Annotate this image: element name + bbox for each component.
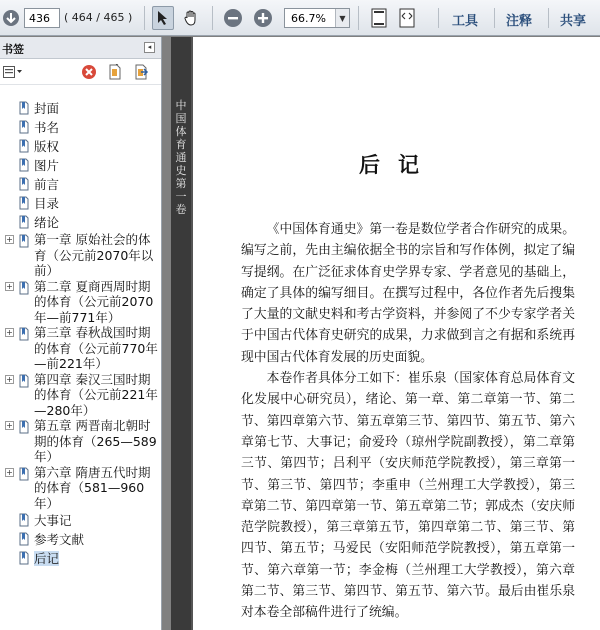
toolbar-divider [494,8,495,28]
bookmark-label: 第一章 原始社会的体育（公元前2070年以前） [34,232,154,278]
bookmark-icon [19,281,29,295]
options-menu-icon[interactable] [2,63,24,81]
collapse-panel-button[interactable]: ◂ [144,42,155,53]
bookmark-icon [19,532,29,546]
bookmark-item[interactable] [0,175,161,194]
bookmark-icon [19,551,29,565]
bookmark-item[interactable] [0,99,161,118]
expand-icon[interactable]: + [6,421,13,430]
toolbar-divider [212,6,213,30]
toolbar-divider [144,6,145,30]
hand-tool-icon[interactable] [180,6,202,30]
bookmark-label: 绪论 [34,215,60,230]
paragraph: 本卷作者具体分工如下：崔乐泉（国家体育总局体育文化发展中心研究员），绪论、第一章、第二章第一节、第二节、第四章第六节、第五章第三节、第四节、第五节、第六章第七节、大事记；俞爱玲（琼州学院副教授），第二章第三节、第四节；吕利平（安庆师范学院教授），第三章第一节、第三节、第四节；李重申（兰州理工大学教授），第三章第二节、第四章第一节、第五章第二节；郭成杰（安庆师范学院教授），第三章第五节，第四章第二节、第三节、第四节、第五节；马爱民（安阳师范学院教授），第五章第一节、第六章第一节；李金梅（兰州理工大学教授），第六章第二节、第三节、第四节、第五节、第六节。最后由崔乐泉对本卷全部稿件进行了统编。 [241,371,575,621]
expand-icon[interactable]: + [6,467,13,477]
fit-width-icon[interactable] [396,6,418,30]
bookmark-label: 第四章 秦汉三国时期的体育（公元前221年—280年） [34,371,158,418]
bookmark-icon [19,467,29,481]
bookmark-item[interactable] [0,418,161,465]
bookmark-label: 目录 [34,196,60,211]
paragraph: 《中国体育通史》第一卷是数位学者合作研究的成果。编写之前，先由主编依据全书的宗旨和写作体例，拟定了编写提纲。在广泛征求体育史学界专家、学者意见的基础上，确定了具体的编写细目。在撰写过程中，各位作者先后搜集了大量的文献史料和考古学资料，并参阅了不少专家学者关于中国古代体育史研究的成果，力求做到言之有据和系统再现中国古代体育发展的历史面貌。 [241,222,575,365]
bookmark-icon [19,177,29,191]
bookmark-icon [19,158,29,172]
bookmark-icon [19,513,29,527]
new-bookmark-icon[interactable] [106,63,124,81]
bookmarks-toolbar [0,59,161,85]
bookmark-label: 封面 [34,101,60,116]
bookmark-item[interactable] [0,232,161,279]
page-body [241,219,575,624]
bookmark-label: 前言 [34,177,60,192]
bookmark-icon [19,101,29,115]
bookmarks-panel [0,37,162,630]
next-page-icon[interactable] [0,6,22,30]
bookmark-icon [19,196,29,210]
bookmark-icon [19,327,29,341]
bookmark-icon [19,120,29,134]
bookmark-item[interactable] [0,465,161,512]
comment-button[interactable]: 注释 [506,14,533,29]
spine-title: 中国体育通史 第一卷 [175,99,187,216]
chevron-down-icon[interactable]: ▼ [335,9,349,27]
toolbar [0,0,600,36]
bookmark-label: 第六章 隋唐五代时期的体育（581—960年） [34,464,151,511]
bookmark-item[interactable] [0,137,161,156]
toolbar-divider [358,6,359,30]
page-count: ( 464 / 465 ) [64,11,133,24]
expand-bookmark-icon[interactable] [132,63,150,81]
bookmark-item[interactable] [0,213,161,232]
bookmarks-title: 书签 [2,43,24,56]
bookmark-icon [19,420,29,434]
bookmark-icon [19,215,29,229]
bookmark-label: 第五章 两晋南北朝时期的体育（265—589年） [34,418,157,464]
expand-icon[interactable]: + [6,328,13,337]
bookmark-label: 书名 [34,120,60,135]
page-number-input[interactable] [24,8,60,28]
tools-button[interactable]: 工具 [452,14,479,29]
bookmark-item[interactable] [0,194,161,213]
zoom-out-icon[interactable] [222,6,244,30]
bookmark-label: 参考文献 [34,532,85,547]
bookmark-item[interactable] [0,156,161,175]
bookmark-label: 第二章 夏商西周时期的体育（公元前2070年—前771年） [34,278,154,325]
fit-page-icon[interactable] [368,6,390,30]
document-page [193,37,600,630]
select-tool-icon[interactable] [152,6,174,30]
share-button[interactable]: 共享 [560,14,587,29]
expand-icon[interactable]: + [6,374,13,384]
page-title: 后记 [359,152,437,177]
bookmark-label: 第三章 春秋战国时期的体育（公元前770年—前221年） [34,325,158,371]
bookmark-label: 版权 [34,139,60,154]
bookmark-icon [19,139,29,153]
bookmark-item[interactable] [0,325,161,372]
toolbar-divider [548,8,549,28]
bookmark-item[interactable] [0,118,161,137]
document-viewport[interactable] [163,37,600,630]
expand-icon[interactable]: + [6,235,13,244]
delete-bookmark-icon[interactable] [80,63,98,81]
bookmark-icon [19,234,29,248]
bookmark-label: 图片 [34,158,60,173]
bookmark-item[interactable] [0,279,161,326]
zoom-in-icon[interactable] [252,6,274,30]
bookmarks-header [0,37,161,59]
bookmark-item[interactable] [0,372,161,419]
expand-icon[interactable]: + [6,281,13,291]
bookmark-item[interactable] [0,511,161,530]
zoom-select[interactable] [284,8,350,28]
toolbar-divider [438,8,439,28]
bookmark-label: 后记 [34,551,60,566]
zoom-value: 66.7% [291,12,326,25]
bookmark-icon [19,374,29,388]
bookmark-item[interactable] [0,530,161,549]
bookmark-label: 大事记 [34,513,72,528]
bookmark-item[interactable] [0,549,161,568]
bookmark-list [0,99,161,568]
